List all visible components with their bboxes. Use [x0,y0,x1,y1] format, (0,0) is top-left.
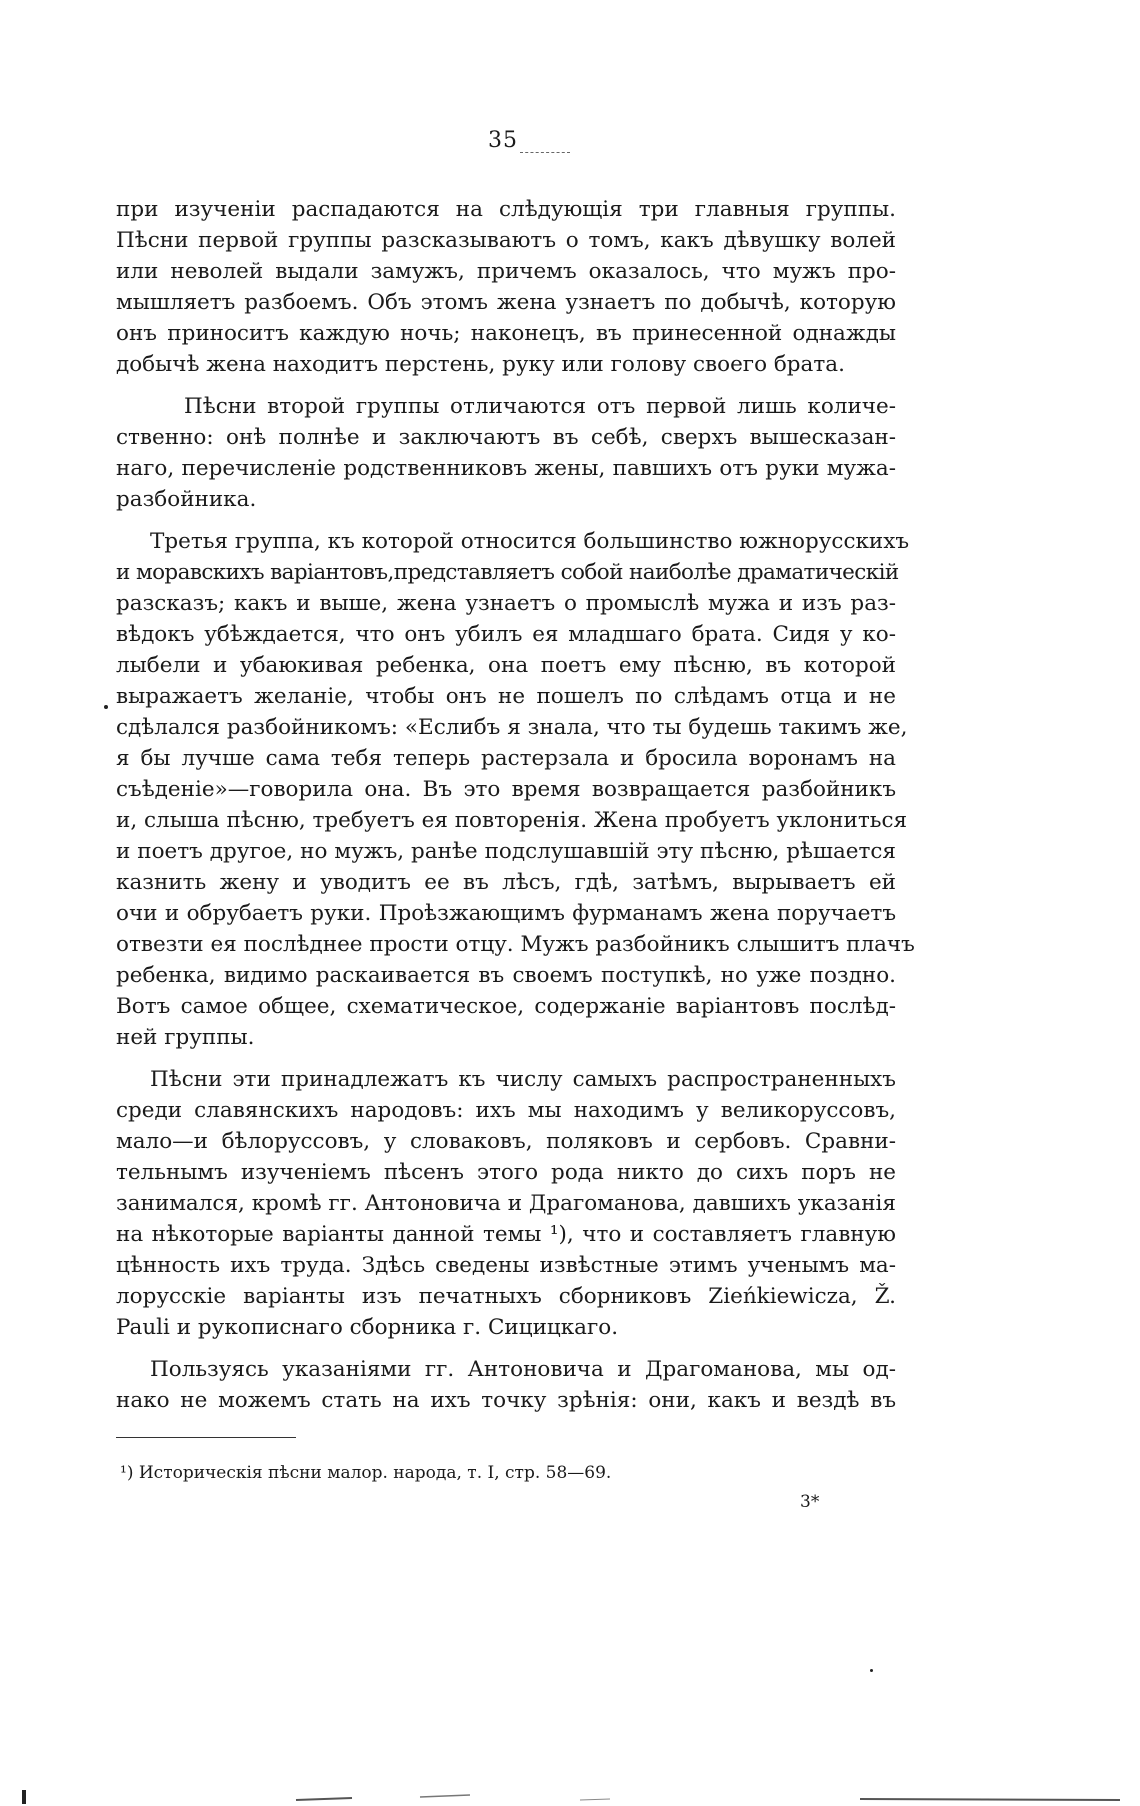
text-line: при изученіи распадаются на слѣдующія три главныя группы. [116,197,896,222]
text-line: и моравскихъ варіантовъ,представляетъ собой наиболѣе драматическій [116,560,899,585]
text-line: Третья группа, къ которой относится большинство южнорусскихъ [150,529,910,554]
text-line: очи и обрубаетъ руки. Проѣзжающимъ фурманамъ жена поручаетъ [116,901,896,926]
text-line: разбойника. [116,487,257,512]
paragraph-5 [116,1354,896,1416]
signature-mark: 3* [800,1492,820,1512]
text-line: сдѣлался разбойникомъ: «Еслибъ я знала, что ты будешь такимъ же, [116,715,908,740]
text-line: Вотъ самое общее, схематическое, содержаніе варіантовъ послѣд- [116,994,896,1019]
paragraph-3 [116,526,915,1053]
page-number: 35 [488,128,518,153]
text-line: мышляетъ разбоемъ. Объ этомъ жена узнаетъ по добычѣ, которую [116,290,896,315]
text-line: и, слыша пѣсню, требуетъ ея повторенія. Жена пробуетъ уклониться [116,808,908,833]
text-line: занимался, кромѣ гг. Антоновича и Драгоманова, давшихъ указанія [116,1191,896,1216]
paragraph-4 [116,1064,896,1343]
text-line: или неволей выдали замужъ, причемъ оказалось, что мужъ про- [116,259,896,284]
text-line: ственно: онѣ полнѣе и заключаютъ въ себѣ, сверхъ вышесказан- [116,425,896,450]
text-line: лыбели и убаюкивая ребенка, она поетъ ему пѣсню, въ которой [116,653,896,678]
footnote: ¹) Историческія пѣсни малор. народа, т. I, стр. 58—69. [120,1463,612,1483]
footnote-divider [116,1437,296,1438]
text-line: выражаетъ желаніе, чтобы онъ не пошелъ по слѣдамъ отца и не [116,684,896,709]
text-line: Pauli и рукописнаго сборника г. Сицицкаго. [116,1315,619,1340]
scan-speck [104,705,108,709]
scan-speck [870,1669,873,1672]
text-line: Пѣсни второй группы отличаются отъ первой лишь количе- [184,394,896,419]
text-line: наго, перечисленіе родственниковъ жены, павшихъ отъ руки мужа- [116,456,896,481]
text-line: ней группы. [116,1025,255,1050]
scan-edge-artifacts [0,1770,1140,1806]
text-line: онъ приноситъ каждую ночь; наконецъ, въ принесенной однажды [116,321,896,346]
text-line: я бы лучше сама тебя теперь растерзала и бросила воронамъ на [116,746,896,771]
text-line: Пѣсни первой группы разсказываютъ о томъ, какъ дѣвушку волей [116,228,896,253]
text-line: отвезти ея послѣднее прости отцу. Мужъ разбойникъ слышитъ плачъ [116,932,915,957]
header-dash [520,152,570,153]
text-line: съѣденіе»—говорила она. Въ это время возвращается разбойникъ [116,777,896,802]
text-line: лорусскіе варіанты изъ печатныхъ сборниковъ Zieńkiewicza, Ž. [116,1284,896,1309]
paragraph-2 [116,391,896,515]
text-line: цѣнность ихъ труда. Здѣсь сведены извѣстные этимъ ученымъ ма- [116,1253,896,1278]
text-line: добычѣ жена находитъ перстень, руку или голову своего брата. [116,352,845,377]
text-line: разсказъ; какъ и выше, жена узнаетъ о промыслѣ мужа и изъ раз- [116,591,896,616]
text-line: мало—и бѣлоруссовъ, у словаковъ, поляковъ и сербовъ. Сравни- [116,1129,896,1154]
text-line: ребенка, видимо раскаивается въ своемъ поступкѣ, но уже поздно. [116,963,896,988]
text-line: тельнымъ изученіемъ пѣсенъ этого рода никто до сихъ поръ не [116,1160,896,1185]
text-line: на нѣкоторые варіанты данной темы ¹), что и составляетъ главную [116,1222,896,1247]
text-line: нако не можемъ стать на ихъ точку зрѣнія: они, какъ и вездѣ въ [116,1388,896,1413]
text-line: казнить жену и уводитъ ее въ лѣсъ, гдѣ, затѣмъ, вырываетъ ей [116,870,896,895]
text-line: вѣдокъ убѣждается, что онъ убилъ ея младшаго брата. Сидя у ко- [116,622,896,647]
text-line: среди славянскихъ народовъ: ихъ мы находимъ у великоруссовъ, [116,1098,896,1123]
paragraph-1 [116,194,896,380]
body-text [116,194,915,1416]
text-line: Пользуясь указаніями гг. Антоновича и Драгоманова, мы од- [150,1357,896,1382]
text-line: и поетъ другое, но мужъ, ранѣе подслушавшій эту пѣсню, рѣшается [116,839,896,864]
text-line: Пѣсни эти принадлежатъ къ числу самыхъ распространенныхъ [150,1067,896,1092]
